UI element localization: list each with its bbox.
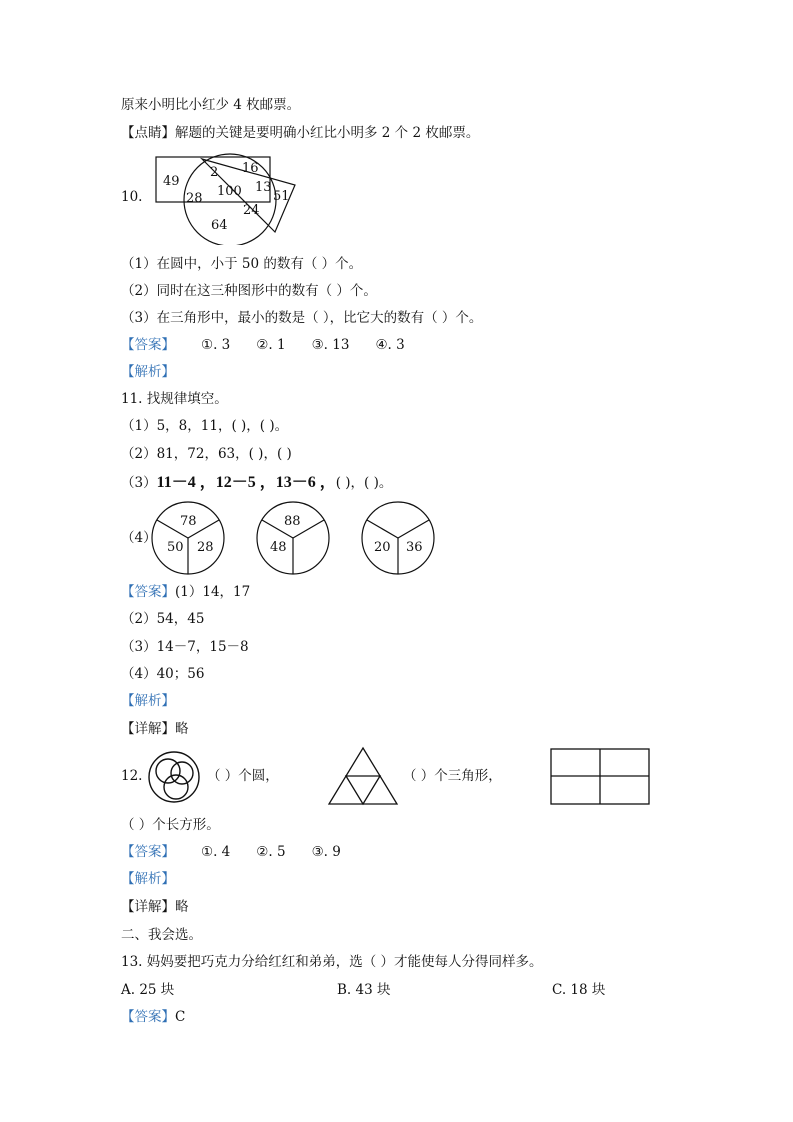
- triangles-figure: [326, 746, 400, 808]
- q11-answer-1: [121, 583, 250, 601]
- wheel-number: 88: [284, 514, 301, 529]
- answer-tag: 【答案】: [121, 337, 175, 353]
- q11-answer-3: （3）14－7，15－8: [121, 639, 249, 655]
- wheel-number: 28: [197, 540, 214, 555]
- answer-tag: 【答案】: [121, 1009, 175, 1025]
- number-wheels: [150, 500, 440, 580]
- wheel-number: 20: [374, 540, 391, 555]
- q11-sub3-prefix: （3）: [121, 475, 157, 491]
- venn-number: 16: [242, 161, 259, 176]
- wheel-1: [152, 502, 224, 574]
- answer-item: ②. 5: [256, 844, 286, 860]
- q13-option-c: C. 18 块: [552, 982, 606, 998]
- wheel-number: 78: [180, 514, 197, 529]
- circles-figure: [146, 749, 202, 805]
- dianjing-text: 解题的关键是要明确小红比小明多 2 个 2 枚邮票。: [175, 125, 480, 141]
- xiangjie-tag: 【详解】: [121, 899, 175, 915]
- answer-item: ②. 1: [256, 337, 286, 353]
- q11-sub3: [121, 474, 392, 492]
- q12-rectangles-blank: （ ）个长方形。: [121, 817, 220, 833]
- q12-xiangjie: [121, 898, 189, 916]
- q11-title: 11. 找规律填空。: [121, 391, 228, 407]
- q10-answer: [121, 336, 405, 354]
- xiangjie-text: 略: [175, 721, 189, 737]
- venn-number: 49: [163, 174, 180, 189]
- venn-number: 51: [273, 189, 290, 204]
- q11-sub3-math: 11－4 ，12－5 ，13－6 ，: [156, 474, 336, 491]
- answer-item: ①. 3: [201, 337, 231, 353]
- wheel-2: [257, 502, 329, 574]
- venn-number: 64: [211, 218, 228, 233]
- q11-sub2: （2）81，72，63，( )，( ): [121, 446, 292, 462]
- q11-sub1: （1）5，8，11，( )，( )。: [121, 418, 289, 434]
- q12-jiexi: 【解析】: [121, 871, 175, 887]
- section-heading: 二、我会选。: [121, 927, 202, 943]
- wheel-3: [362, 502, 434, 574]
- wheel-number: 48: [270, 540, 287, 555]
- venn-number: 100: [217, 184, 242, 199]
- q11-sub4-label: （4）: [121, 530, 157, 546]
- q11-answer-4: （4）40；56: [121, 666, 205, 682]
- answer-item: ③. 13: [311, 337, 350, 353]
- rectangles-figure: [550, 748, 651, 806]
- answer-tag: 【答案】: [121, 844, 175, 860]
- answer-item: ①. 4: [201, 844, 231, 860]
- venn-number: 28: [186, 191, 203, 206]
- q12-answer: [121, 843, 341, 861]
- answer-tag: 【答案】: [121, 584, 175, 600]
- answer-text: C: [175, 1009, 186, 1025]
- wheel-number: 50: [167, 540, 184, 555]
- q13-answer: [121, 1008, 185, 1026]
- q12-number: 12.: [121, 768, 143, 784]
- comment-line: [121, 124, 479, 142]
- venn-number: 2: [210, 165, 219, 180]
- q10-number: 10.: [121, 189, 143, 205]
- text-line: 原来小明比小红少 4 枚邮票。: [121, 97, 301, 113]
- q11-jiexi: 【解析】: [121, 693, 175, 709]
- venn-figure: [150, 150, 300, 245]
- q13-option-b: B. 43 块: [337, 982, 391, 998]
- q11-xiangjie: [121, 720, 189, 738]
- q11-sub3-blanks: ( )，( )。: [335, 475, 393, 491]
- answer-item: ④. 3: [375, 337, 405, 353]
- xiangjie-tag: 【详解】: [121, 721, 175, 737]
- q12-triangles-blank: （ ）个三角形，: [403, 768, 502, 784]
- dianjing-tag: 【点睛】: [121, 125, 175, 141]
- q10-sub1: （1）在圆中，小于 50 的数有（ ）个。: [121, 256, 363, 272]
- venn-number: 24: [243, 203, 260, 218]
- q11-answer-2: （2）54，45: [121, 611, 205, 627]
- wheel-number: 36: [406, 540, 423, 555]
- q10-jiexi: 【解析】: [121, 364, 175, 380]
- q13-option-a: A. 25 块: [121, 982, 175, 998]
- q12-circles-blank: （ ）个圆，: [207, 768, 279, 784]
- q13-stem: 13. 妈妈要把巧克力分给红红和弟弟，选（ ）才能使每人分得同样多。: [121, 954, 543, 970]
- q10-sub2: （2）同时在这三种图形中的数有（ ）个。: [121, 283, 377, 299]
- xiangjie-text: 略: [175, 899, 189, 915]
- q10-sub3: （3）在三角形中，最小的数是（ ），比它大的数有（ ）个。: [121, 310, 483, 326]
- answer-text: (1）14，17: [175, 584, 251, 600]
- venn-number: 13: [255, 180, 272, 195]
- answer-item: ③. 9: [311, 844, 341, 860]
